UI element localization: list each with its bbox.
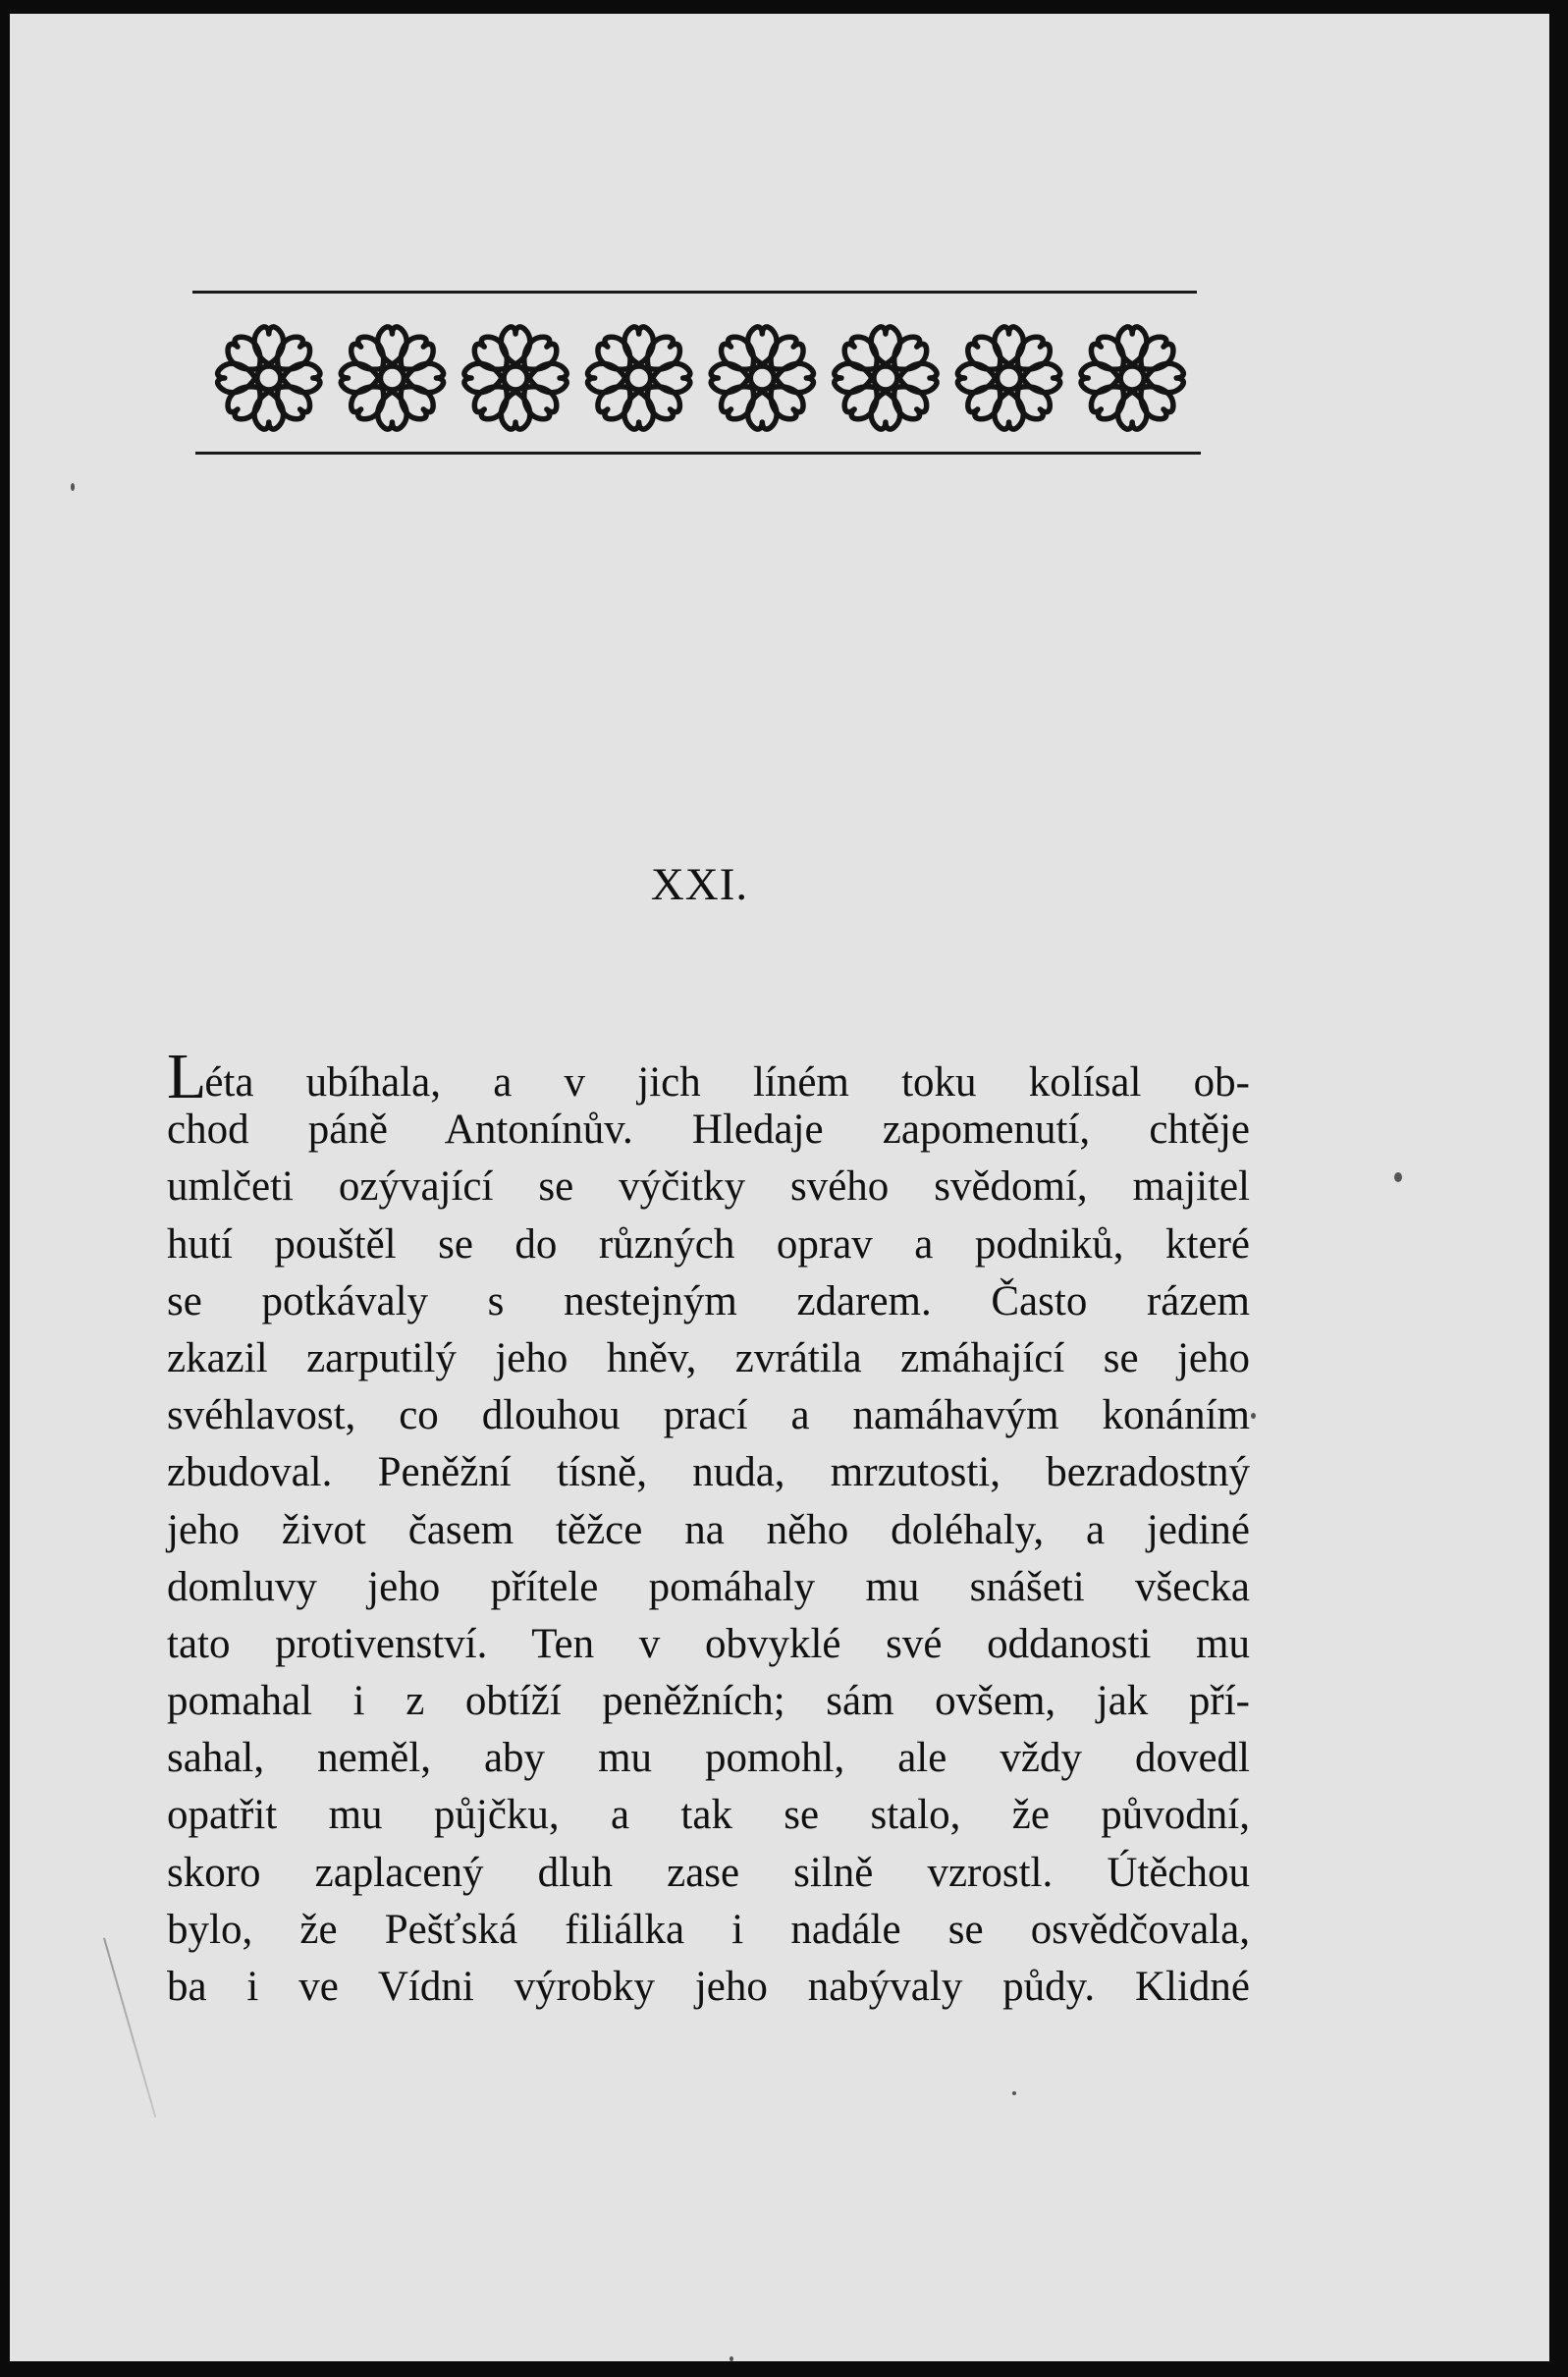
text-line: svéhlavost, co dlouhou prací a namáhavým konáním	[167, 1392, 1250, 1439]
text-line: bylo, že Pešťská filiálka i nadále se osvědčovala,	[167, 1906, 1250, 1953]
flower-icon	[711, 327, 813, 429]
chapter-paragraph	[167, 1041, 1250, 2016]
text-line: se potkávaly s nestejným zdarem. Často rázem	[167, 1277, 1250, 1324]
chapter-heading: XXI.	[650, 859, 749, 910]
flower-icon	[341, 327, 443, 429]
text-line: chod páně Antonínův. Hledaje zapomenutí, chtěje	[167, 1107, 1250, 1154]
text-line: pomahal i z obtíží peněžních; sám ovšem, jak pří-	[167, 1678, 1250, 1725]
paper-speck	[730, 2356, 733, 2361]
paper-speck	[1251, 1413, 1256, 1419]
flower-icon	[464, 327, 567, 429]
floral-ornament-band	[207, 319, 1194, 437]
flower-icon	[835, 327, 937, 429]
paper-speck	[1012, 2091, 1016, 2095]
text-line: domluvy jeho přítele pomáhaly mu snášeti všecka	[167, 1563, 1250, 1610]
flower-icon	[957, 327, 1059, 429]
flower-icon	[588, 327, 690, 429]
drop-cap: L	[167, 1041, 205, 1112]
text-line: skoro zaplacený dluh zase silně vzrostl. Útěchou	[167, 1849, 1250, 1896]
header-rule-bottom	[195, 452, 1201, 455]
paper-speck	[1394, 1172, 1402, 1182]
text-line: sahal, neměl, aby mu pomohl, ale vždy dovedl	[167, 1735, 1250, 1782]
text-line: hutí pouštěl se do různých oprav a podniků, které	[167, 1220, 1250, 1268]
text-line: umlčeti ozývající se výčitky svého svědomí, majitel	[167, 1163, 1250, 1211]
flower-icon	[218, 327, 320, 429]
paper-speck	[71, 483, 75, 491]
text-line: ba i ve Vídni výrobky jeho nabývaly půdy. Klidné	[167, 1964, 1250, 2010]
text-line	[167, 1041, 1250, 1112]
text-line: zbudoval. Peněžní tísně, nuda, mrzutosti, bezradostný	[167, 1449, 1250, 1496]
paper-scratch	[103, 1937, 156, 2117]
header-rule-top	[192, 291, 1197, 294]
flower-icon	[1081, 327, 1183, 429]
text-line: zkazil zarputilý jeho hněv, zvrátila zmáhající se jeho	[167, 1334, 1250, 1381]
text-line: tato protivenství. Ten v obvyklé své oddanosti mu	[167, 1620, 1250, 1667]
text-line: opatřit mu půjčku, a tak se stalo, že původní,	[167, 1792, 1250, 1839]
text-line-content: éta ubíhala, a v jich líném toku kolísal ob-	[204, 1059, 1250, 1106]
text-line: jeho život časem těžce na něho doléhaly, a jediné	[167, 1506, 1250, 1553]
